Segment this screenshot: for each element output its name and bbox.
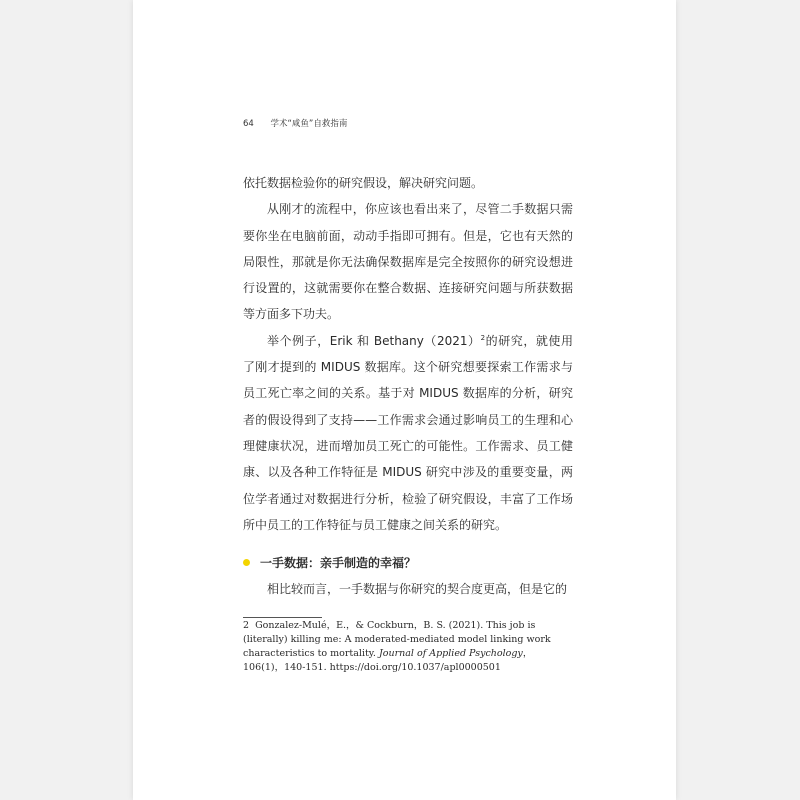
running-header	[243, 117, 347, 129]
body-text	[243, 170, 573, 538]
paragraph-1: 依托数据检验你的研究假设，解决研究问题。	[243, 176, 484, 190]
paragraph-3	[243, 328, 573, 538]
section-primary-data	[243, 550, 573, 602]
paragraph-3-end: 的研究，就使用了刚才提到的 MIDUS 数据库。这个研究想要探索工作需求与员工死亡率之间的关系。基于对 MIDUS 数据库的分析，研究者的假设得到了支持——工作需求会通过影响员工的生理和心理健康状况，进而增加员工死亡的可能性。工作需求、员工健康、以及各种工作特征是 MIDUS 研究中涉及的重要变量，两位学者通过对数据进行分析，检验了研究假设，丰富了工作场所中员工的工作特征与员工健康之间关系的研究。	[243, 333, 573, 532]
footnote	[243, 619, 573, 675]
section-intro: 相比较而言，一手数据与你研究的契合度更高，但是它的	[267, 582, 568, 596]
book-page	[133, 0, 676, 800]
bullet-dot-icon	[243, 559, 250, 566]
section-heading-text: 一手数据：亲手制造的幸福？	[260, 556, 417, 570]
section-heading	[243, 550, 573, 576]
page-number: 64	[243, 119, 254, 129]
footnote-journal: Journal of Applied Psychology	[378, 648, 523, 659]
footnote-citation-end: ，106(1)，140-151. https://doi.org/10.1037/apl0000501	[243, 648, 533, 673]
footnote-number: 2	[243, 620, 250, 631]
footnote-ref: 2	[480, 333, 486, 342]
paragraph-3-start: 举个例子，Erik 和 Bethany（2021）	[267, 333, 481, 348]
book-title: 学术“咸鱼”自救指南	[270, 119, 348, 129]
paragraph-2: 从刚才的流程中，你应该也看出来了，尽管二手数据只需要你坐在电脑前面，动动手指即可拥有。但是，它也有天然的局限性，那就是你无法确保数据库是完全按照你的研究设想进行设置的，这就需要你在整合数据、连接研究问题与所获数据等方面多下功夫。	[243, 202, 573, 322]
footnote-divider	[243, 617, 322, 618]
footnote-citation: Gonzalez-Mulé，E.，& Cockburn，B. S. (2021). This job is (literally) killing me: A moderated-mediated model linking work characteristics to mortality.	[243, 620, 551, 659]
